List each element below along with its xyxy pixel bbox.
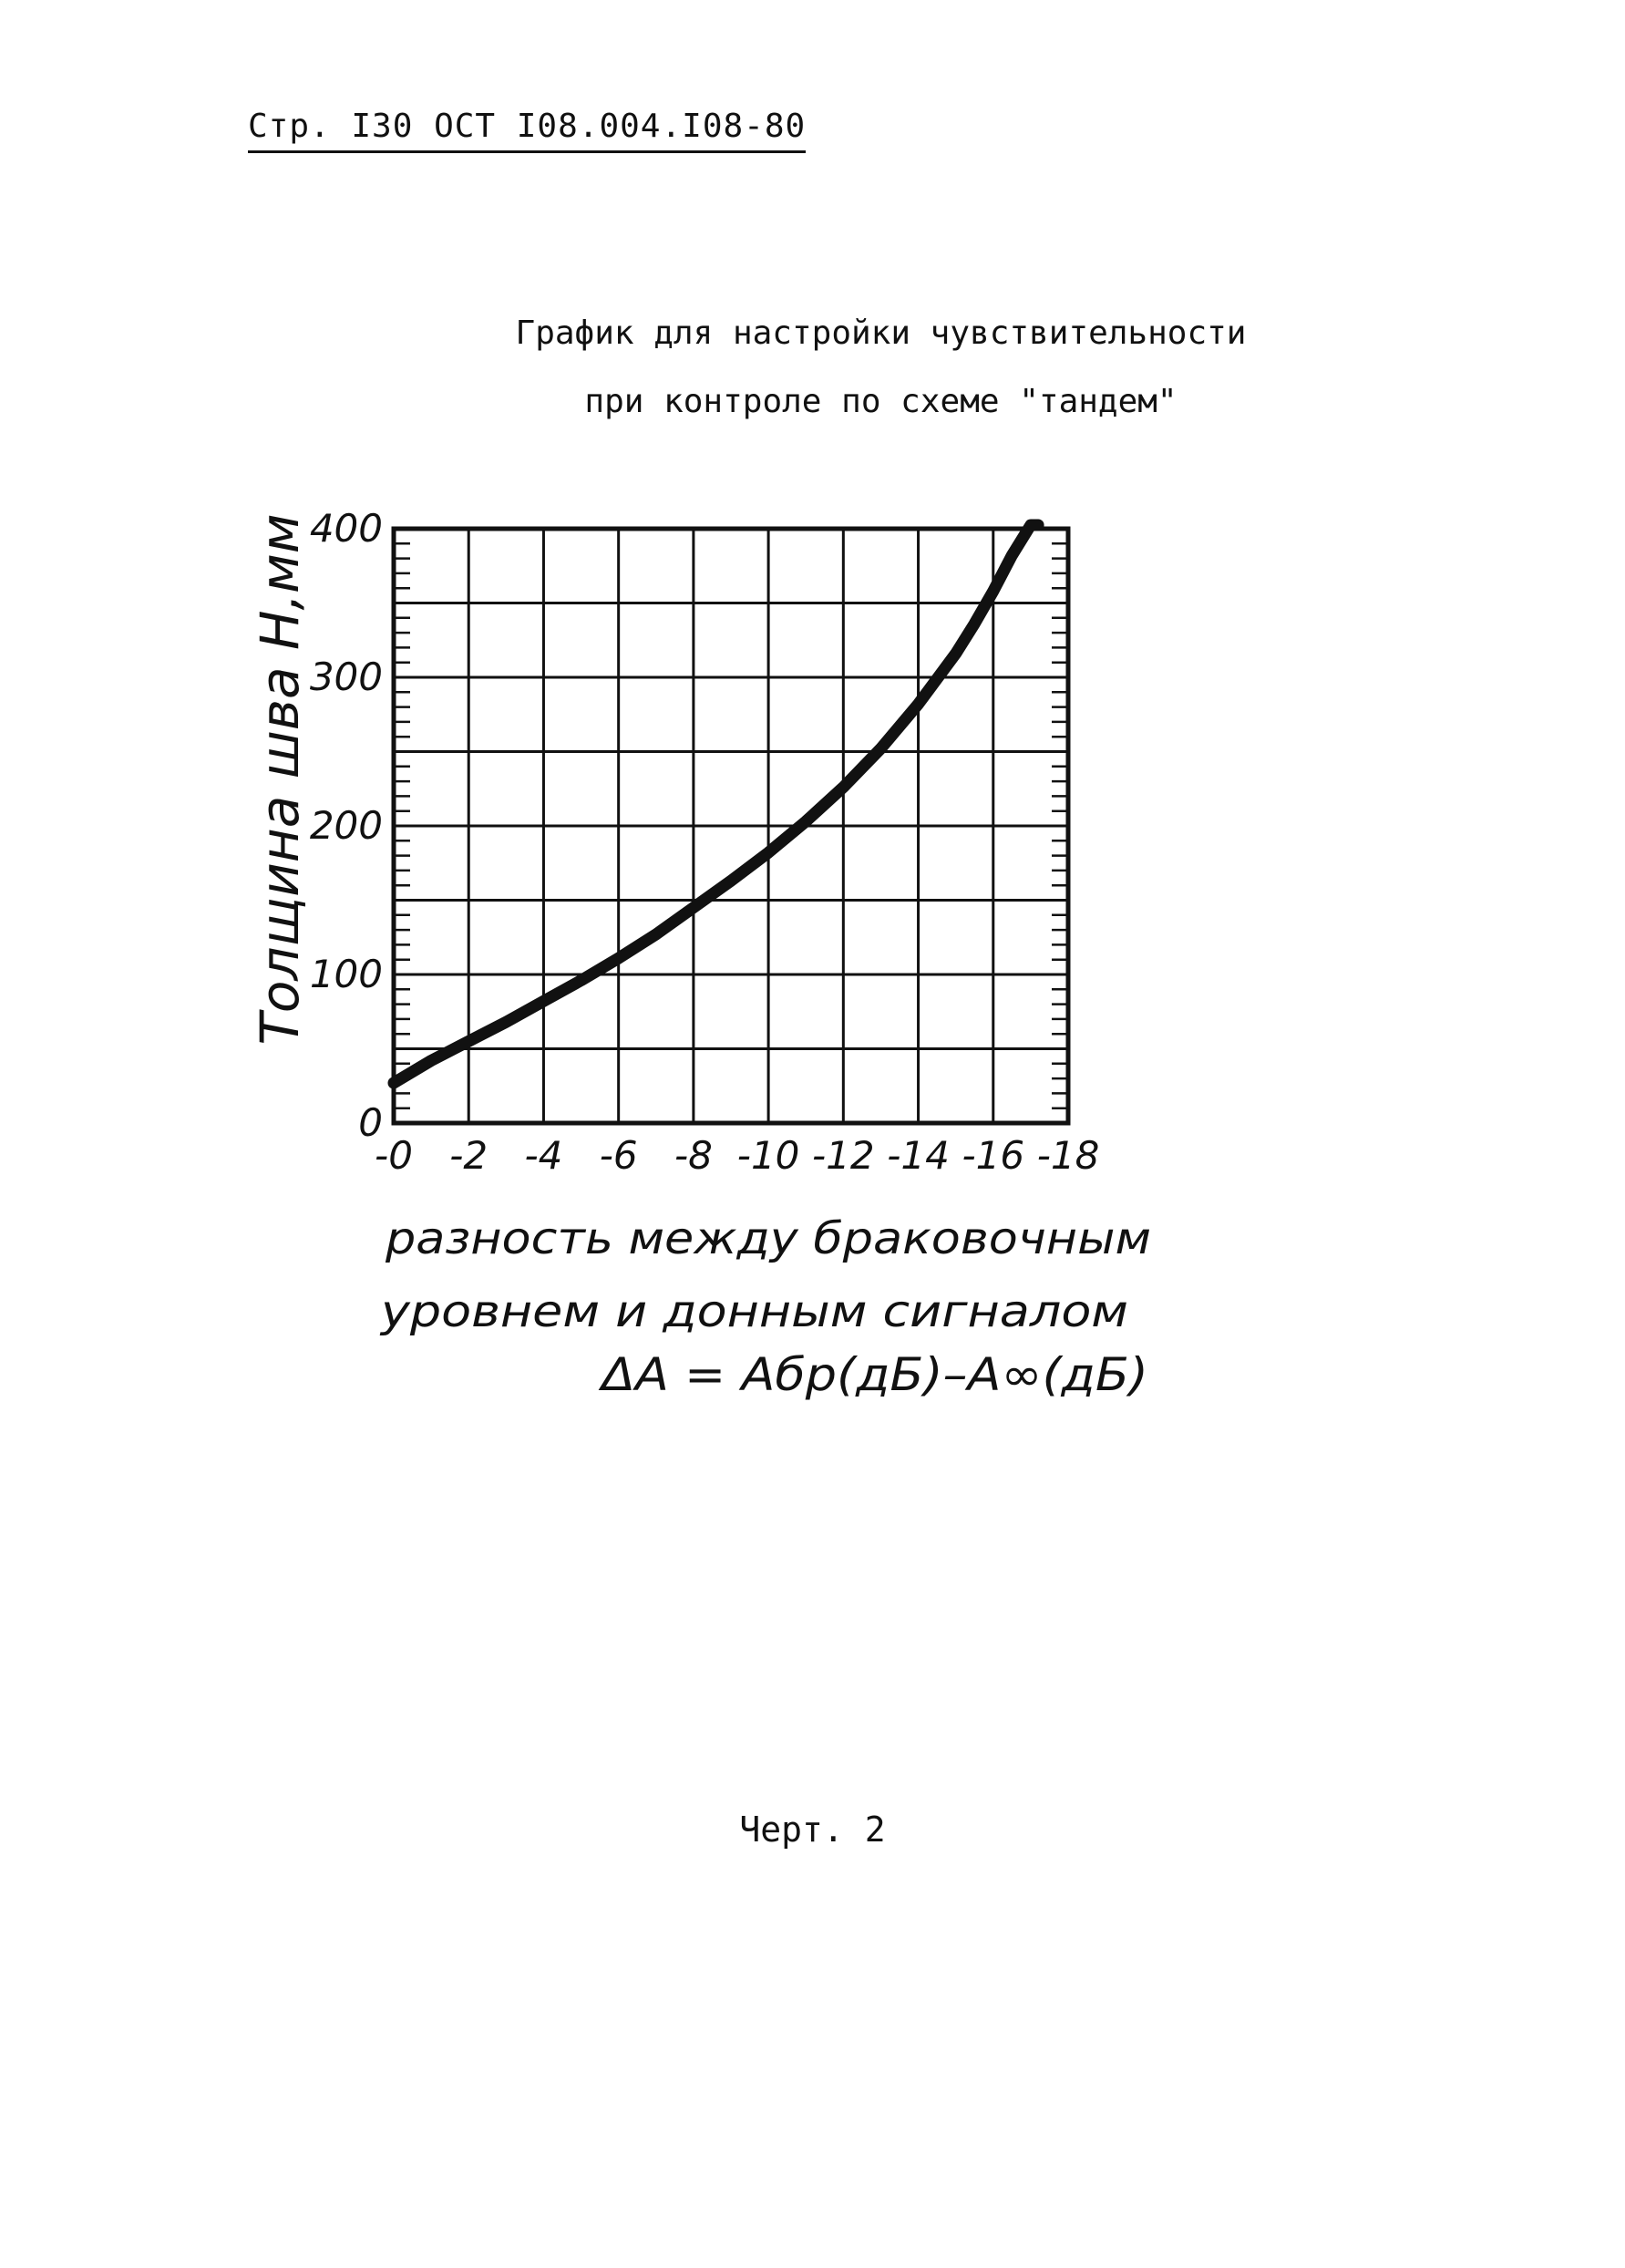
y-tick-label: 200 xyxy=(309,803,383,848)
y-tick-label: 400 xyxy=(309,506,383,551)
chart-title-line-2: при контроле по схеме "тандем" xyxy=(584,383,1178,420)
x-tick-label: -6 xyxy=(599,1133,638,1178)
x-axis-label-line-2: уровнем и донным сигналом xyxy=(378,1286,1128,1337)
x-tick-label: -10 xyxy=(736,1133,800,1178)
x-tick-label: -18 xyxy=(1036,1133,1100,1178)
series-line xyxy=(394,525,1038,1083)
x-axis-label-line-3: ΔA = Aбр(дБ)–A∞(дБ) xyxy=(597,1348,1148,1401)
x-tick-label: -2 xyxy=(449,1133,489,1178)
chart-title-line-1: График для настройки чувствительности xyxy=(515,314,1247,352)
x-tick-label: -4 xyxy=(524,1133,563,1178)
y-tick-label: 300 xyxy=(309,655,383,699)
y-tick-label: 0 xyxy=(358,1100,383,1145)
x-axis-label-line-1: разность между браковочным xyxy=(384,1213,1151,1264)
x-tick-label: -14 xyxy=(887,1133,950,1178)
x-tick-label: -0 xyxy=(375,1133,413,1178)
y-tick-label: 100 xyxy=(309,952,383,996)
figure-caption: Черт. 2 xyxy=(739,1809,886,1850)
page-header: Стр. I30 ОСТ I08.004.I08-80 xyxy=(248,108,806,153)
y-tick-labels xyxy=(310,506,383,1145)
x-tick-label: -16 xyxy=(962,1133,1025,1178)
y-axis-label: Толщина шва H,мм xyxy=(249,513,311,1046)
x-tick-label: -8 xyxy=(674,1133,713,1178)
x-tick-labels xyxy=(375,1133,1099,1178)
x-tick-label: -12 xyxy=(812,1133,875,1178)
